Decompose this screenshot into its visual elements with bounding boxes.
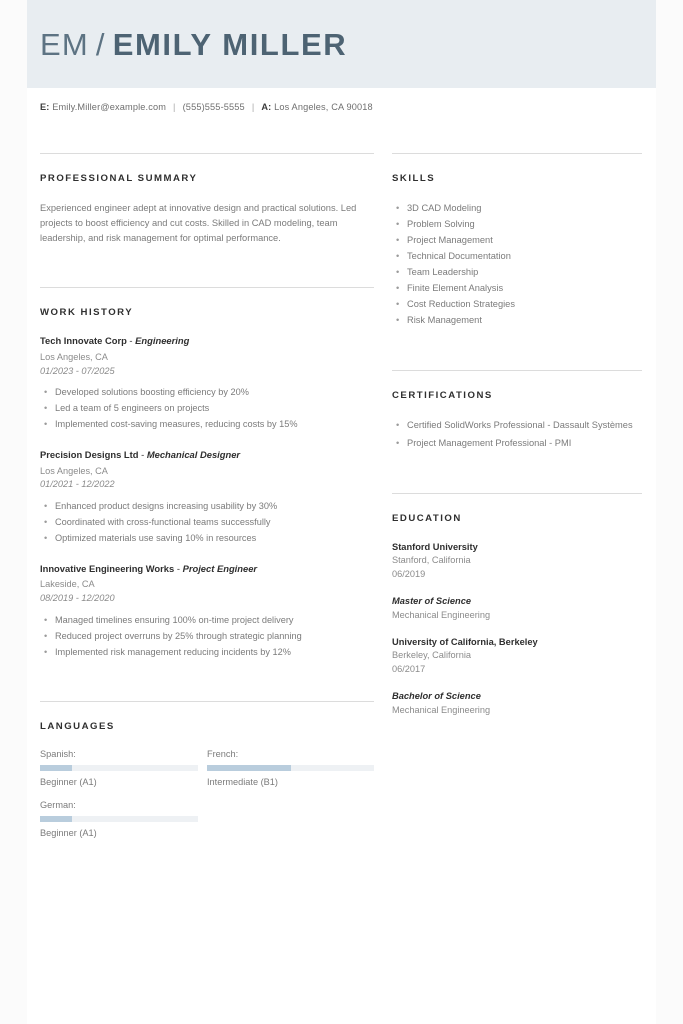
job-bullet: • Managed timelines ensuring 100% on-time project delivery (55, 613, 374, 629)
certification-item: • Project Management Professional - PMI (407, 436, 642, 452)
language-bar-track (40, 816, 198, 822)
right-column (392, 112, 642, 851)
language-bar-fill (40, 765, 72, 771)
left-column (40, 112, 392, 851)
education-school-entry (392, 636, 642, 677)
language-name: Spanish: (40, 749, 76, 760)
contact-divider-1: | (173, 102, 176, 112)
job-bullet: • Reduced project overruns by 25% through strategic planning (55, 629, 374, 645)
education-list (392, 541, 642, 718)
job-title (40, 449, 374, 462)
name-line (40, 26, 348, 62)
skills-list (392, 201, 642, 329)
certification-item: • Certified SolidWorks Professional - Dassault Systèmes (407, 418, 642, 434)
language-bar-fill (207, 765, 291, 771)
language-level: Beginner (A1) (40, 828, 97, 839)
languages-list (40, 749, 374, 851)
education-degree-entry (392, 595, 642, 622)
education-degree: Master of Science (392, 596, 472, 607)
job-bullet: • Optimized materials use saving 10% in resources (55, 531, 374, 547)
section-title-certifications: CERTIFICATIONS (392, 389, 493, 401)
job-dates: 08/2019 - 12/2020 (40, 593, 115, 604)
job-bullet: • Implemented cost-saving measures, reducing costs by 15% (55, 417, 374, 433)
education-school: Stanford University (392, 541, 478, 552)
job-employer: Innovative Engineering Works (40, 562, 175, 574)
job-role: Engineering (135, 335, 190, 347)
education-school-entry (392, 541, 642, 582)
job-dash: - (126, 335, 136, 347)
job-employer: Precision Designs Ltd (40, 448, 139, 460)
job-dates: 01/2023 - 07/2025 (40, 365, 115, 376)
job-location: Lakeside, CA (40, 579, 95, 590)
language-bar-track (207, 765, 374, 771)
job-location: Los Angeles, CA (40, 351, 108, 362)
resume-body (27, 112, 656, 851)
resume-header (27, 0, 656, 88)
language-bar-fill (40, 816, 72, 822)
job-entry (40, 563, 374, 661)
resume-page (27, 0, 656, 1024)
email-label: E: (40, 102, 50, 112)
page-title: EMILY MILLER (112, 26, 348, 62)
language-level: Beginner (A1) (40, 777, 97, 788)
job-bullet: • Implemented risk management reducing incidents by 12% (55, 645, 374, 661)
job-dash: - (138, 448, 147, 460)
job-employer: Tech Innovate Corp (40, 335, 127, 347)
education-school: University of California, Berkeley (392, 636, 538, 647)
section-title-work-history: WORK HISTORY (40, 307, 134, 319)
name-separator: / (95, 26, 106, 62)
divider-languages (40, 701, 374, 702)
skill-item: • Cost Reduction Strategies (407, 297, 642, 313)
section-title-summary: PROFESSIONAL SUMMARY (40, 173, 198, 184)
job-dates: 01/2021 - 12/2022 (40, 479, 115, 490)
language-item (207, 749, 374, 787)
language-name: French: (207, 749, 239, 760)
divider-work-history (40, 287, 374, 288)
language-name: German: (40, 800, 76, 811)
skill-item: • Finite Element Analysis (407, 281, 642, 297)
education-date: 06/2017 (392, 664, 426, 675)
job-location: Los Angeles, CA (40, 465, 108, 476)
section-title-skills: SKILLS (392, 173, 436, 184)
job-dash: - (174, 562, 183, 574)
language-item (40, 800, 207, 838)
job-bullet: • Enhanced product designs increasing usability by 30% (55, 499, 374, 515)
job-entry (40, 335, 374, 433)
contact-line (27, 88, 656, 112)
job-title (40, 563, 374, 576)
job-title (40, 335, 374, 348)
contact-divider-2: | (251, 102, 255, 112)
work-history-list (40, 335, 374, 660)
monogram: EM (40, 26, 89, 62)
section-title-education: EDUCATION (392, 512, 462, 524)
skill-item: • 3D CAD Modeling (407, 201, 642, 217)
education-degree-entry (392, 690, 642, 717)
education-field: Mechanical Engineering (392, 609, 491, 620)
job-role: Project Engineer (182, 562, 258, 574)
job-bullet: • Coordinated with cross-functional teams successfully (55, 515, 374, 531)
skill-item: • Risk Management (407, 313, 642, 329)
divider-summary (40, 153, 374, 154)
education-degree: Bachelor of Science (392, 691, 481, 702)
job-bullet: • Developed solutions boosting efficiency by 20% (55, 385, 374, 401)
email-value[interactable]: Emily.Miller@example.com (52, 102, 167, 112)
job-role: Mechanical Designer (146, 448, 241, 460)
job-bullets (40, 385, 374, 432)
skill-item: • Team Leadership (407, 265, 642, 281)
skill-item: • Project Management (407, 233, 642, 249)
language-level: Intermediate (B1) (207, 777, 278, 788)
phone-value[interactable]: (555)555-5555 (182, 102, 245, 112)
skill-item: • Problem Solving (407, 217, 642, 233)
address-value: Los Angeles, CA 90018 (274, 102, 373, 112)
education-place: Berkeley, California (392, 650, 471, 661)
divider-skills (392, 153, 642, 154)
job-entry (40, 449, 374, 547)
address-label: A: (261, 102, 272, 112)
education-place: Stanford, California (392, 555, 471, 566)
education-field: Mechanical Engineering (392, 704, 491, 715)
divider-education (392, 493, 642, 494)
job-bullets (40, 613, 374, 660)
job-bullets (40, 499, 374, 546)
skill-item: • Technical Documentation (407, 249, 642, 265)
section-title-languages: LANGUAGES (40, 721, 115, 733)
education-date: 06/2019 (392, 569, 426, 580)
divider-certifications (392, 370, 642, 371)
job-bullet: • Led a team of 5 engineers on projects (55, 401, 374, 417)
language-item (40, 749, 207, 787)
language-bar-track (40, 765, 198, 771)
certifications-list (392, 418, 642, 452)
summary-text: Experienced engineer adept at innovative design and practical solutions. Led projects to boost efficiency and cut costs. Skilled in CAD modeling, team leadership, and risk management for optimal performance. (40, 203, 357, 244)
